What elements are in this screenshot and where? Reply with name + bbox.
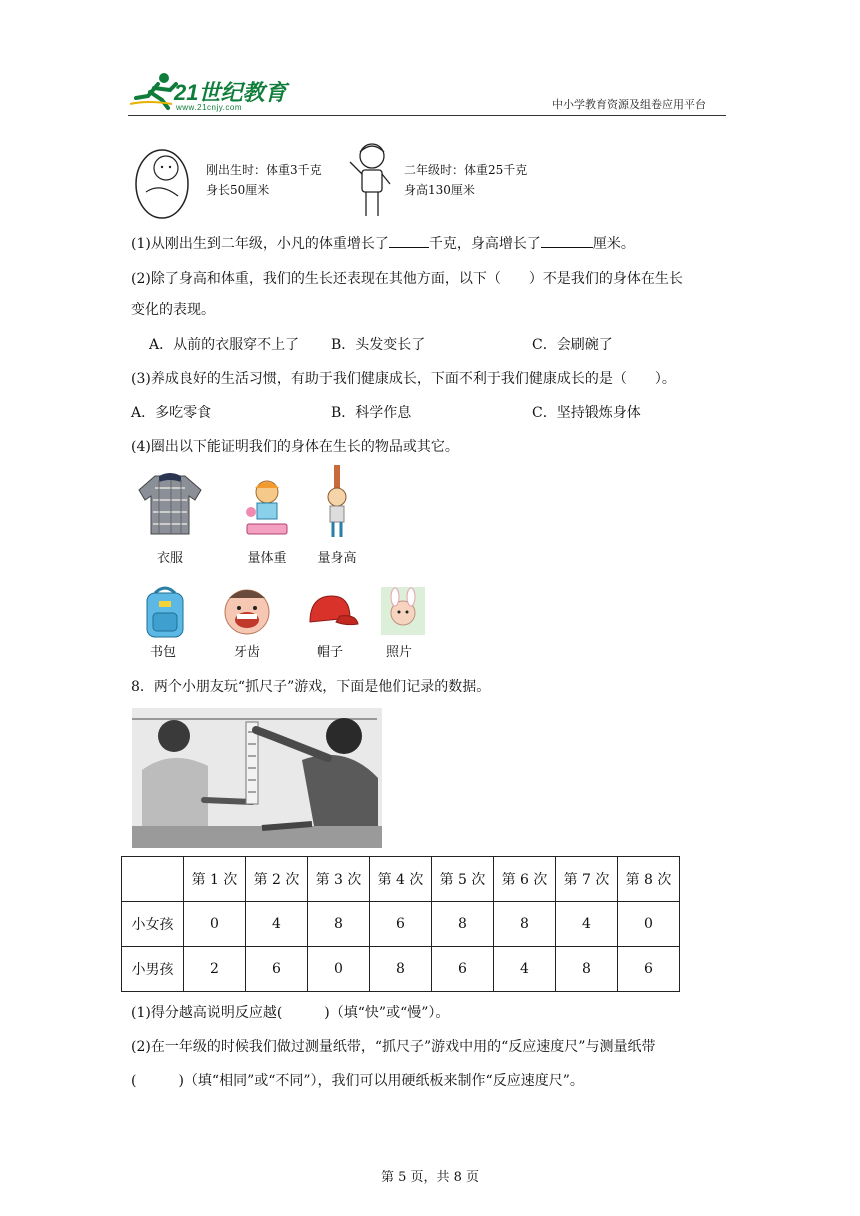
item-label-weigh: 量体重 [247, 551, 287, 566]
table-cell: 4 [556, 902, 618, 947]
data-table [121, 856, 680, 992]
answer-blank[interactable] [389, 233, 429, 248]
question-8: 8．两个小朋友玩“抓尺子”游戏，下面是他们记录的数据。 [131, 679, 491, 695]
table-header-cell: 第 1 次 [184, 857, 246, 902]
cap-icon[interactable] [300, 592, 360, 632]
question-2: (2)除了身高和体重，我们的生长还表现在其他方面，以下（ ）不是我们的身体在生长 [131, 271, 683, 287]
table-row [122, 947, 680, 992]
question-2-cont: 变化的表现。 [131, 302, 215, 318]
logo-text: 21世纪教育 [174, 80, 287, 105]
table-cell: 4 [246, 902, 308, 947]
table-cell: 4 [494, 947, 556, 992]
q2-option-a[interactable]: A．从前的衣服穿不上了 [149, 337, 300, 353]
table-header-cell: 第 3 次 [308, 857, 370, 902]
question-8-2-cont: ( )（填“相同”或“不同”），我们可以用硬纸板来制作“反应速度尺”。 [131, 1073, 584, 1089]
table-cell: 0 [184, 902, 246, 947]
q3-option-a[interactable]: A．多吃零食 [131, 405, 212, 421]
q2-option-c[interactable]: C．会刷碗了 [532, 337, 613, 353]
table-cell: 6 [246, 947, 308, 992]
item-label-height: 量身高 [317, 551, 357, 566]
table-cell: 8 [308, 902, 370, 947]
table-header-cell: 第 6 次 [494, 857, 556, 902]
item-label-clothes: 衣服 [156, 551, 183, 566]
answer-blank[interactable] [541, 233, 593, 248]
q2-option-b[interactable]: B．头发变长了 [331, 337, 426, 353]
q3-option-c[interactable]: C．坚持锻炼身体 [532, 405, 641, 421]
kid-height-text: 身高130厘米 [404, 183, 475, 197]
baby-weight-text: 刚出生时：体重3千克 [206, 163, 322, 177]
scale-icon[interactable] [237, 478, 297, 540]
baby-illustration [132, 142, 194, 222]
table-cell: 0 [308, 947, 370, 992]
logo [128, 70, 298, 114]
question-8-2: (2)在一年级的时候我们做过测量纸带，“抓尺子”游戏中用的“反应速度尺”与测量纸带 [131, 1039, 656, 1055]
height-measure-icon[interactable] [320, 465, 354, 541]
table-cell: 2 [184, 947, 246, 992]
photo-icon[interactable] [381, 587, 425, 635]
question-4: (4)圈出以下能证明我们的身体在生长的物品或其它。 [131, 439, 459, 455]
table-header-cell [122, 857, 184, 902]
item-label-cap: 帽子 [316, 645, 343, 660]
table-header-cell: 第 5 次 [432, 857, 494, 902]
table-header-row [122, 857, 680, 902]
backpack-icon[interactable] [139, 585, 191, 639]
table-cell: 6 [432, 947, 494, 992]
table-cell: 小男孩 [122, 947, 184, 992]
child-illustration [344, 140, 394, 220]
page-footer: 第 5 页，共 8 页 [380, 1170, 480, 1185]
table-cell: 小女孩 [122, 902, 184, 947]
header-divider [128, 115, 726, 116]
table-cell: 0 [618, 902, 680, 947]
runner-logo-icon [128, 70, 180, 110]
table-cell: 8 [556, 947, 618, 992]
table-header-cell: 第 8 次 [618, 857, 680, 902]
teeth-icon[interactable] [221, 588, 273, 638]
shirt-icon[interactable] [135, 468, 205, 538]
table-header-cell: 第 2 次 [246, 857, 308, 902]
table-header-cell: 第 4 次 [370, 857, 432, 902]
question-3: (3)养成良好的生活习惯，有助于我们健康成长，下面不利于我们健康成长的是（ ）。 [131, 371, 676, 387]
table-cell: 8 [494, 902, 556, 947]
question-1: (1)从刚出生到二年级，小凡的体重增长了 千克，身高增长了 厘米。 [131, 233, 635, 253]
table-cell: 8 [432, 902, 494, 947]
question-8-1: (1)得分越高说明反应越( )（填“快”或“慢”）。 [131, 1005, 450, 1021]
catch-ruler-photo [132, 708, 382, 848]
logo-url: www.21cnjy.com [176, 103, 242, 112]
table-cell: 6 [618, 947, 680, 992]
table-cell: 8 [370, 947, 432, 992]
item-label-backpack: 书包 [149, 645, 176, 660]
item-label-teeth: 牙齿 [233, 645, 260, 660]
table-cell: 6 [370, 902, 432, 947]
platform-name: 中小学教育资源及组卷应用平台 [552, 98, 706, 111]
baby-length-text: 身长50厘米 [206, 183, 270, 197]
table-header-cell: 第 7 次 [556, 857, 618, 902]
table-row [122, 902, 680, 947]
kid-weight-text: 二年级时：体重25千克 [404, 163, 528, 177]
item-label-photo: 照片 [385, 645, 412, 660]
q3-option-b[interactable]: B．科学作息 [331, 405, 412, 421]
